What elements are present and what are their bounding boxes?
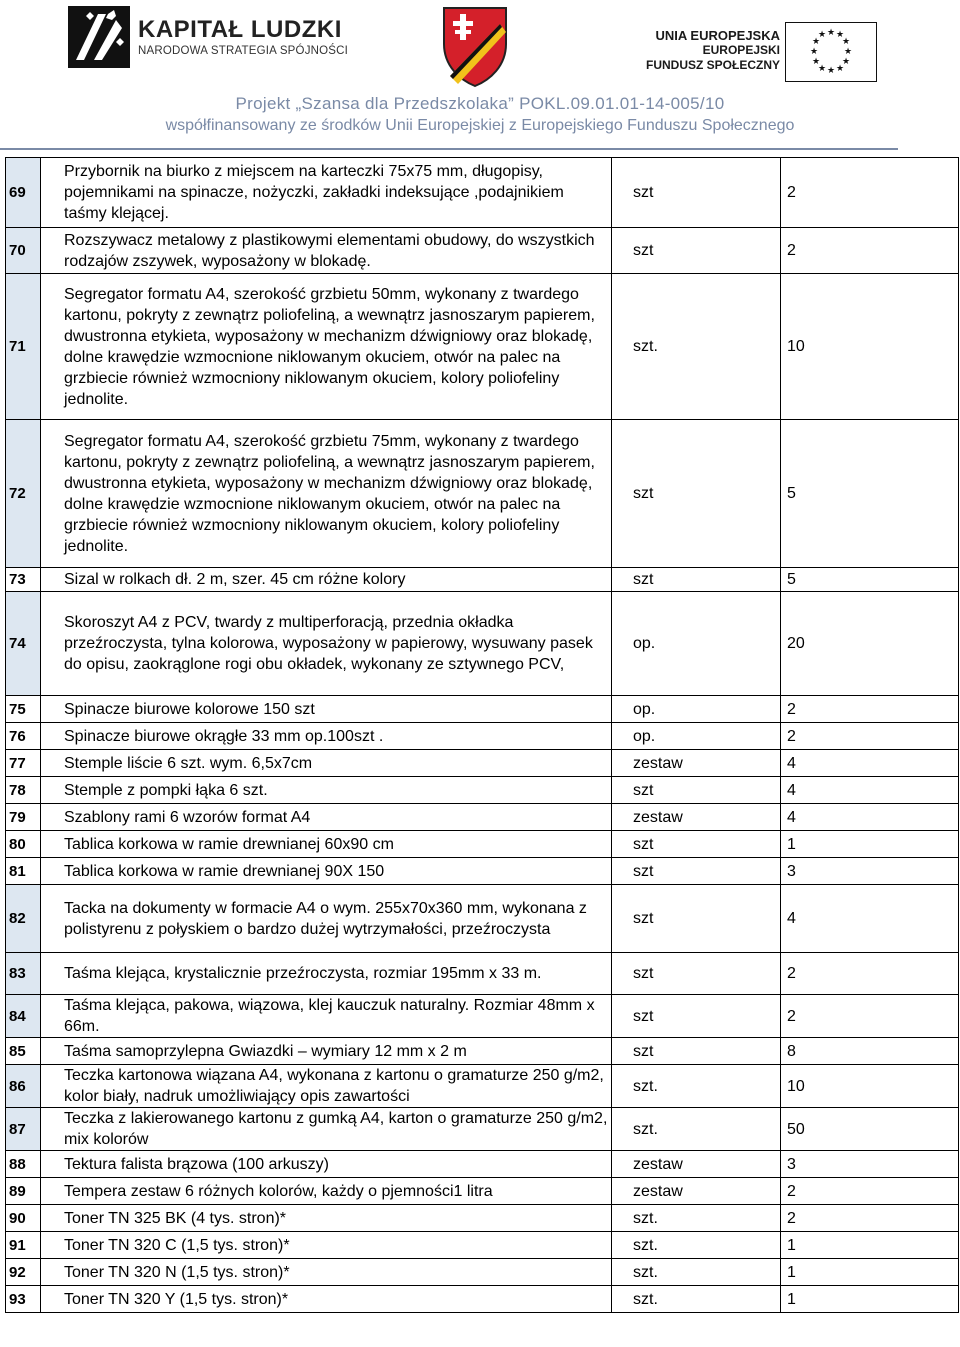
- item-unit: zestaw: [612, 1151, 781, 1178]
- item-unit: szt.: [612, 1232, 781, 1259]
- item-number: 69: [6, 158, 41, 228]
- item-number: 80: [6, 831, 41, 858]
- item-number: 70: [6, 228, 41, 274]
- svg-text:★: ★: [841, 57, 851, 67]
- table-row: [6, 995, 959, 1038]
- svg-text:★: ★: [811, 57, 821, 67]
- table-row: [6, 885, 959, 953]
- item-quantity: 3: [781, 1151, 959, 1178]
- item-number: 86: [6, 1065, 41, 1108]
- item-quantity: 2: [781, 228, 959, 274]
- project-line: Projekt „Szansa dla Przedszkolaka” POKL.09.01.01-14-005/10: [235, 94, 725, 113]
- page-header: [0, 0, 960, 152]
- item-number: 82: [6, 885, 41, 953]
- item-number: 83: [6, 953, 41, 995]
- item-description: Sizal w rolkach dł. 2 m, szer. 45 cm różne kolory: [41, 568, 612, 592]
- item-quantity: 2: [781, 995, 959, 1038]
- svg-text:★: ★: [817, 64, 827, 74]
- table-row: [6, 274, 959, 420]
- svg-text:★: ★: [811, 37, 821, 47]
- item-unit: zestaw: [612, 804, 781, 831]
- coat-of-arms-icon: [440, 4, 510, 88]
- item-description: Toner TN 325 BK (4 tys. stron)*: [41, 1205, 612, 1232]
- table-row: [6, 420, 959, 568]
- item-quantity: 4: [781, 750, 959, 777]
- table-row: [6, 831, 959, 858]
- item-description: Przybornik na biurko z miejscem na karteczki 75x75 mm, długopisy, pojemnikami na spinacze, nożyczki, zakładki indeksujące ,podajnikiem taśmy klejącej.: [41, 158, 612, 228]
- item-number: 75: [6, 696, 41, 723]
- item-number: 81: [6, 858, 41, 885]
- item-description: Taśma klejąca, krystalicznie przeźroczysta, rozmiar 195mm x 33 m.: [41, 953, 612, 995]
- item-quantity: 1: [781, 1259, 959, 1286]
- item-description: Tempera zestaw 6 różnych kolorów, każdy o pjemności1 litra: [41, 1178, 612, 1205]
- svg-text:★: ★: [835, 30, 845, 40]
- table-row: [6, 1232, 959, 1259]
- item-unit: zestaw: [612, 1178, 781, 1205]
- item-description: Toner TN 320 Y (1,5 tys. stron)*: [41, 1286, 612, 1313]
- item-number: 76: [6, 723, 41, 750]
- item-quantity: 10: [781, 274, 959, 420]
- item-unit: op.: [612, 723, 781, 750]
- item-description: Teczka z lakierowanego kartonu z gumką A4, karton o gramaturze 250 g/m2, mix kolorów: [41, 1108, 612, 1151]
- item-description: Spinacze biurowe kolorowe 150 szt: [41, 696, 612, 723]
- item-number: 71: [6, 274, 41, 420]
- item-number: 72: [6, 420, 41, 568]
- item-quantity: 1: [781, 1232, 959, 1259]
- item-quantity: 4: [781, 804, 959, 831]
- eu-stars-icon: [786, 23, 876, 81]
- table-row: [6, 858, 959, 885]
- item-unit: szt: [612, 1038, 781, 1065]
- item-unit: szt.: [612, 1205, 781, 1232]
- item-description: Taśma klejąca, pakowa, wiązowa, klej kauczuk naturalny. Rozmiar 48mm x 66m.: [41, 995, 612, 1038]
- item-number: 87: [6, 1108, 41, 1151]
- item-description: Spinacze biurowe okrągłe 33 mm op.100szt .: [41, 723, 612, 750]
- item-number: 85: [6, 1038, 41, 1065]
- item-unit: szt.: [612, 1065, 781, 1108]
- item-quantity: 2: [781, 696, 959, 723]
- cofinance-line: współfinansowany ze środków Unii Europejskiej z Europejskiego Funduszu Społecznego: [165, 117, 795, 134]
- svg-text:★: ★: [809, 47, 819, 57]
- item-number: 77: [6, 750, 41, 777]
- item-description: Tablica korkowa w ramie drewnianej 90X 150: [41, 858, 612, 885]
- item-unit: szt: [612, 158, 781, 228]
- item-description: Stemple liście 6 szt. wym. 6,5x7cm: [41, 750, 612, 777]
- item-quantity: 3: [781, 858, 959, 885]
- item-unit: szt: [612, 995, 781, 1038]
- item-description: Tacka na dokumenty w formacie A4 o wym. 255x70x360 mm, wykonana z polistyrenu z połyskiem o bardzo dużej wytrzymałości, przeźroczysta: [41, 885, 612, 953]
- table-row: [6, 696, 959, 723]
- item-quantity: 2: [781, 953, 959, 995]
- svg-text:★: ★: [826, 28, 836, 38]
- table-row: [6, 1205, 959, 1232]
- item-description: Tablica korkowa w ramie drewnianej 60x90 cm: [41, 831, 612, 858]
- item-number: 74: [6, 592, 41, 696]
- item-quantity: 50: [781, 1108, 959, 1151]
- item-unit: op.: [612, 696, 781, 723]
- item-unit: szt: [612, 858, 781, 885]
- item-number: 79: [6, 804, 41, 831]
- table-row: [6, 1108, 959, 1151]
- table-row: [6, 804, 959, 831]
- svg-text:★: ★: [817, 30, 827, 40]
- item-number: 90: [6, 1205, 41, 1232]
- item-quantity: 20: [781, 592, 959, 696]
- svg-text:★: ★: [826, 66, 836, 76]
- svg-text:★: ★: [835, 64, 845, 74]
- table-row: [6, 158, 959, 228]
- items-table-wrapper: [5, 157, 958, 1313]
- item-description: Toner TN 320 N (1,5 tys. stron)*: [41, 1259, 612, 1286]
- eu-line-2: EUROPEJSKI: [702, 43, 780, 57]
- item-unit: szt: [612, 568, 781, 592]
- item-quantity: 5: [781, 420, 959, 568]
- item-quantity: 5: [781, 568, 959, 592]
- item-unit: szt.: [612, 1108, 781, 1151]
- item-description: Toner TN 320 C (1,5 tys. stron)*: [41, 1232, 612, 1259]
- item-unit: zestaw: [612, 750, 781, 777]
- kapital-ludzki-logo: [68, 6, 130, 68]
- item-number: 92: [6, 1259, 41, 1286]
- item-quantity: 2: [781, 1205, 959, 1232]
- kapital-ludzki-emblem-icon: [68, 6, 130, 68]
- item-number: 89: [6, 1178, 41, 1205]
- svg-text:★: ★: [843, 47, 853, 57]
- coat-of-arms: [440, 4, 510, 88]
- item-number: 84: [6, 995, 41, 1038]
- item-description: Segregator formatu A4, szerokość grzbietu 50mm, wykonany z twardego kartonu, pokryty z zewnątrz poliofeliną, a wewnątrz jasnoszarym papierem, dwustronna etykieta, wyposażony w mechanizm dźwigniowy oraz blokadę, dolne krawędzie wzmocnione niklowanym okuciem, otwór na palec na grzbiecie również wzmocniony niklowanym okuciem, kolory poliofeliny jednolite.: [41, 274, 612, 420]
- item-quantity: 1: [781, 831, 959, 858]
- item-quantity: 10: [781, 1065, 959, 1108]
- table-row: [6, 777, 959, 804]
- eu-text: [640, 28, 780, 73]
- table-row: [6, 1038, 959, 1065]
- item-unit: szt: [612, 885, 781, 953]
- table-row: [6, 1259, 959, 1286]
- table-row: [6, 723, 959, 750]
- item-description: Taśma samoprzylepna Gwiazdki – wymiary 12 mm x 2 m: [41, 1038, 612, 1065]
- item-unit: op.: [612, 592, 781, 696]
- item-description: Tektura falista brązowa (100 arkuszy): [41, 1151, 612, 1178]
- item-quantity: 8: [781, 1038, 959, 1065]
- item-unit: szt: [612, 831, 781, 858]
- item-unit: szt.: [612, 1259, 781, 1286]
- item-number: 88: [6, 1151, 41, 1178]
- item-quantity: 4: [781, 885, 959, 953]
- table-row: [6, 228, 959, 274]
- item-quantity: 2: [781, 723, 959, 750]
- item-quantity: 2: [781, 158, 959, 228]
- item-unit: szt: [612, 777, 781, 804]
- item-unit: szt: [612, 228, 781, 274]
- item-unit: szt.: [612, 274, 781, 420]
- table-row: [6, 1151, 959, 1178]
- table-row: [6, 592, 959, 696]
- table-row: [6, 750, 959, 777]
- item-number: 93: [6, 1286, 41, 1313]
- item-description: Skoroszyt A4 z PCV, twardy z multiperforacją, przednia okładka przeźroczysta, tylna kolorowa, wyposażony w papierowy, wysuwany pasek do opisu, zaokrąglone rogi obu okładek, wykonany ze sztywnego PCV,: [41, 592, 612, 696]
- eu-line-1: UNIA EUROPEJSKA: [655, 28, 780, 43]
- item-description: Rozszywacz metalowy z plastikowymi elementami obudowy, do wszystkich rodzajów zszywek, wyposażony w blokadę.: [41, 228, 612, 274]
- item-quantity: 2: [781, 1178, 959, 1205]
- item-description: Szablony rami 6 wzorów format A4: [41, 804, 612, 831]
- item-description: Stemple z pompki łąka 6 szt.: [41, 777, 612, 804]
- table-row: [6, 1178, 959, 1205]
- svg-text:★: ★: [841, 37, 851, 47]
- item-number: 73: [6, 568, 41, 592]
- item-description: Teczka kartonowa wiązana A4, wykonana z kartonu o gramaturze 250 g/m2, kolor biały, nadruk umożliwiający opis zawartości: [41, 1065, 612, 1108]
- kapital-ludzki-title: KAPITAŁ LUDZKI: [138, 16, 342, 43]
- item-number: 91: [6, 1232, 41, 1259]
- eu-flag: [785, 22, 877, 82]
- item-quantity: 1: [781, 1286, 959, 1313]
- table-row: [6, 568, 959, 592]
- table-row: [6, 1065, 959, 1108]
- item-quantity: 4: [781, 777, 959, 804]
- item-description: Segregator formatu A4, szerokość grzbietu 75mm, wykonany z twardego kartonu, pokryty z zewnątrz poliofeliną, a wewnątrz jasnoszarym papierem, dwustronna etykieta, wyposażony w mechanizm dźwigniowy oraz blokadę, dolne krawędzie wzmocnione niklowanym okuciem, otwór na palec na grzbiecie również wzmocniony niklowanym okuciem, kolory poliofeliny jednolite.: [41, 420, 612, 568]
- kapital-ludzki-subtitle: NARODOWA STRATEGIA SPÓJNOŚCI: [138, 45, 349, 57]
- table-row: [6, 953, 959, 995]
- item-unit: szt: [612, 953, 781, 995]
- eu-line-3: FUNDUSZ SPOŁECZNY: [645, 58, 780, 72]
- table-row: [6, 1286, 959, 1313]
- header-divider: [0, 148, 898, 150]
- items-table: [5, 157, 959, 1313]
- item-unit: szt: [612, 420, 781, 568]
- item-unit: szt.: [612, 1286, 781, 1313]
- item-number: 78: [6, 777, 41, 804]
